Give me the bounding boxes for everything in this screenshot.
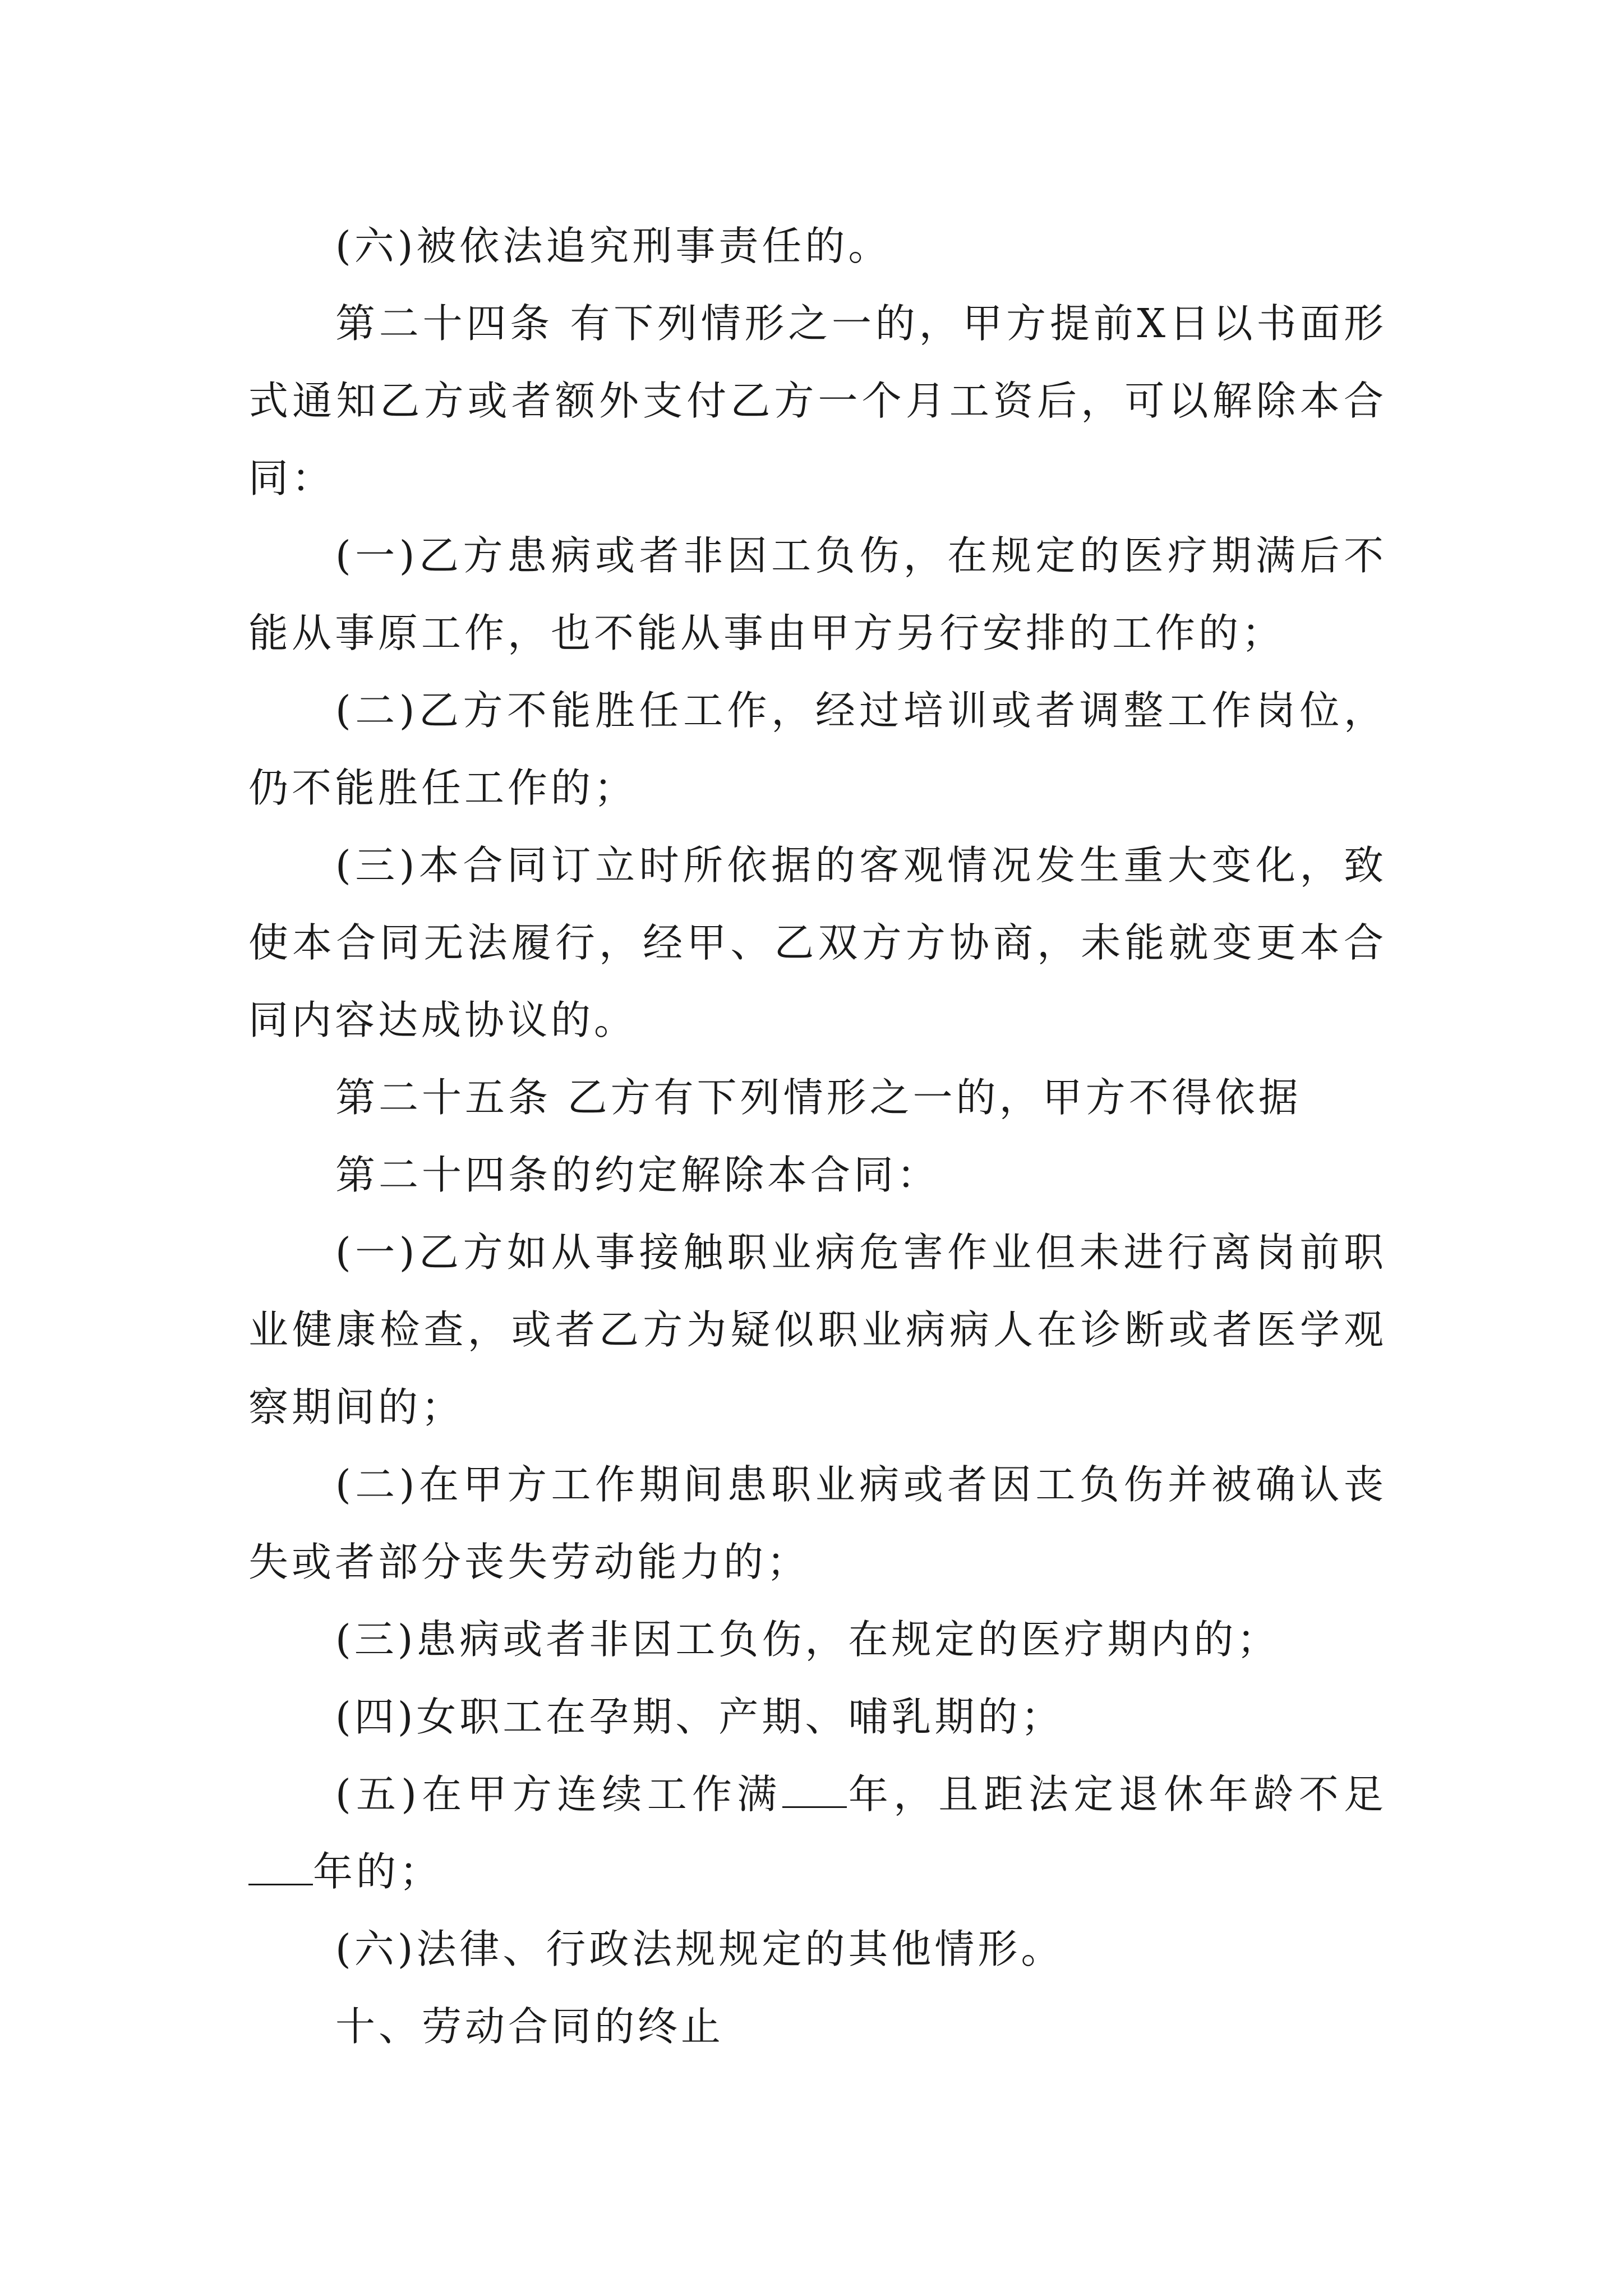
clause-five-part-1: (五)在甲方连续工作满 <box>335 1771 782 1818</box>
contract-text <box>248 208 1387 2065</box>
article-25-continuation: 第二十四条的约定解除本合同： <box>335 1152 940 1198</box>
clause-five-part-2: 年，且距法定退休年龄不足 <box>846 1771 1387 1818</box>
clause-paragraph: (四)女职工在孕期、产期、哺乳期的； <box>335 1694 1064 1740</box>
clause-paragraph: (一)乙方患病或者非因工负伤，在规定的医疗期满后不能从事原工作，也不能从事由甲方另行安排的工作的； <box>248 532 1387 656</box>
fill-in-blank-years-worked[interactable] <box>782 1773 847 1808</box>
section-heading: 十、劳动合同的终止 <box>335 2003 725 2050</box>
clause-paragraph: (六)被依法追究刑事责任的。 <box>335 223 892 269</box>
clause-paragraph: (三)患病或者非因工负伤，在规定的医疗期内的； <box>335 1616 1280 1663</box>
clause-paragraph: (三)本合同订立时所依据的客观情况发生重大变化，致使本合同无法履行，经甲、乙双方方协商，未能就变更本合同内容达成协议的。 <box>248 842 1387 1043</box>
clause-five-paragraph <box>248 1756 1387 1911</box>
clause-paragraph: (一)乙方如从事接触职业病危害作业但未进行离岗前职业健康检查，或者乙方为疑似职业病病人在诊断或者医学观察期间的； <box>248 1229 1387 1430</box>
fill-in-blank-years-to-retirement[interactable] <box>248 1850 313 1885</box>
clause-paragraph: (二)在甲方工作期间患职业病或者因工负伤并被确认丧失或者部分丧失劳动能力的； <box>248 1461 1387 1585</box>
article-25-paragraph: 第二十五条 乙方有下列情形之一的，甲方不得依据 <box>335 1074 1302 1121</box>
article-24-paragraph: 第二十四条 有下列情形之一的，甲方提前X日以书面形式通知乙方或者额外支付乙方一个月工资后，可以解除本合同： <box>248 300 1387 501</box>
clause-paragraph: (二)乙方不能胜任工作，经过培训或者调整工作岗位，仍不能胜任工作的； <box>248 687 1387 811</box>
clause-five-part-3: 年的； <box>313 1848 443 1895</box>
clause-paragraph: (六)法律、行政法规规定的其他情形。 <box>335 1926 1064 1972</box>
